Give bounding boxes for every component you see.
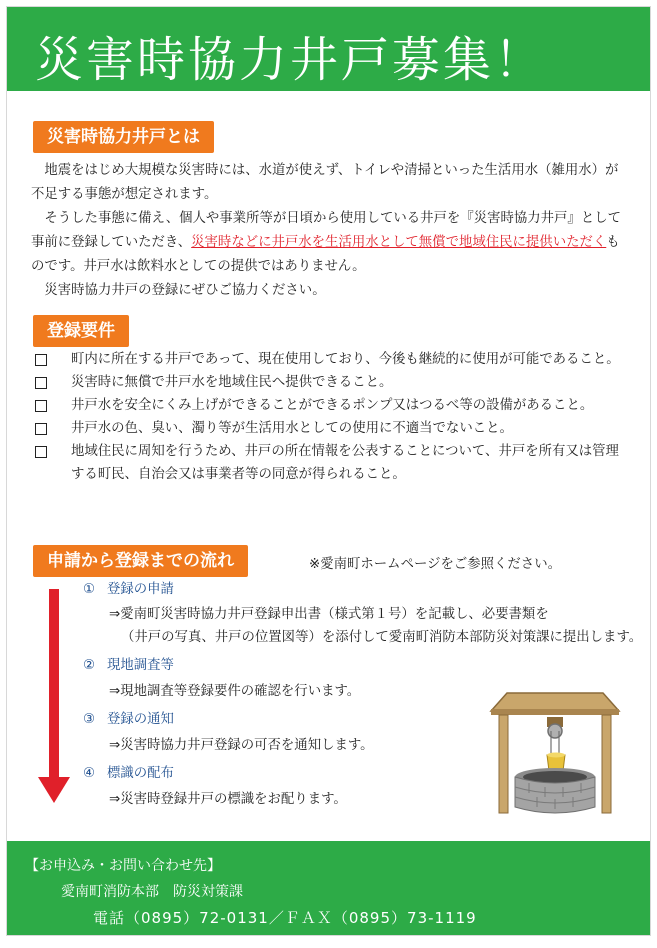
step-title: 現地調査等 — [107, 658, 174, 673]
well-icon — [485, 689, 625, 819]
step-title: 登録の申請 — [107, 582, 174, 597]
contact-department: 愛南町消防本部 防災対策課 — [61, 884, 243, 900]
flow-arrow-icon — [38, 777, 70, 803]
page-title: 災害時協力井戸募集！ — [35, 32, 546, 88]
checkbox-icon — [35, 423, 47, 435]
about-text — [31, 159, 629, 303]
step-body-continued: （井戸の写真、井戸の位置図等）を添付して愛南町消防本部防災対策課に提出します。 — [121, 630, 643, 645]
requirements-list — [31, 348, 631, 486]
homepage-note: ※愛南町ホームページをご参照ください。 — [309, 557, 561, 572]
section-label-flow: 申請から登録までの流れ — [33, 545, 248, 577]
about-paragraph-2: そうした事態に備え、個人や事業所等が日頃から使用している井戸を『災害時協力井戸』として事前に登録していただき、災害時などに井戸水を生活用水として無償で地域住民に提供いただくものです。井戸水は飲料水としての提供ではありません。 — [31, 211, 621, 274]
contact-phone-fax: 電話（0895）72-0131／ＦＡＸ（0895）73-1119 — [93, 909, 477, 927]
list-item: 町内に所在する井戸であって、現在使用しており、今後も継続的に使用が可能であること。 — [31, 348, 631, 371]
list-item: 井戸水を安全にくみ上げができることができるポンプ又はつるべ等の設備があること。 — [31, 394, 631, 417]
header-banner — [7, 7, 650, 91]
checkbox-icon — [35, 400, 47, 412]
list-item: 災害時に無償で井戸水を地域住民へ提供できること。 — [31, 371, 631, 394]
section-label-requirements: 登録要件 — [33, 315, 129, 347]
contact-footer — [7, 841, 650, 935]
step-title: 標識の配布 — [107, 766, 174, 781]
contact-heading: 【お申込み・お問い合わせ先】 — [25, 858, 221, 874]
flow-step-1: ① 登録の申請 ⇒愛南町災害時協力井戸登録申出書（様式第１号）を記載し、必要書類を （井戸の写真、井戸の位置図等）を添付して愛南町消防本部防災対策課に提出します。 — [83, 579, 643, 649]
list-item: 地域住民に周知を行うため、井戸の所在情報を公表することについて、井戸を所有又は管理する町民、自治会又は事業者等の同意が得られること。 — [31, 440, 631, 486]
section-label-about: 災害時協力井戸とは — [33, 121, 214, 153]
step-title: 登録の通知 — [107, 712, 174, 727]
flow-arrow-shaft — [49, 589, 59, 779]
highlighted-text: 災害時などに井戸水を生活用水として無償で地域住民に提供いただく — [191, 235, 607, 250]
about-paragraph-3: 災害時協力井戸の登録にぜひご協力ください。 — [44, 283, 326, 298]
list-item: 井戸水の色、臭い、濁り等が生活用水としての使用に不適当でないこと。 — [31, 417, 631, 440]
checkbox-icon — [35, 377, 47, 389]
step-body: ⇒現地調査等登録要件の確認を行います。 — [109, 684, 361, 699]
checkbox-icon — [35, 354, 47, 366]
flow-step-3: ③ 登録の通知 ⇒災害時協力井戸登録の可否を通知します。 — [83, 712, 374, 753]
flow-step-2: ② 現地調査等 ⇒現地調査等登録要件の確認を行います。 — [83, 658, 361, 699]
checkbox-icon — [35, 446, 47, 458]
flow-step-4: ④ 標識の配布 ⇒災害時登録井戸の標識をお配ります。 — [83, 766, 347, 807]
step-body: ⇒災害時協力井戸登録の可否を通知します。 — [109, 738, 374, 753]
flyer-page — [6, 6, 651, 936]
about-paragraph-1: 地震をはじめ大規模な災害時には、水道が使えず、トイレや清掃といった生活用水（雑用水）が不足する事態が想定されます。 — [31, 163, 619, 202]
step-body: ⇒災害時登録井戸の標識をお配ります。 — [109, 792, 347, 807]
step-body: ⇒愛南町災害時協力井戸登録申出書（様式第１号）を記載し、必要書類を — [109, 607, 549, 622]
